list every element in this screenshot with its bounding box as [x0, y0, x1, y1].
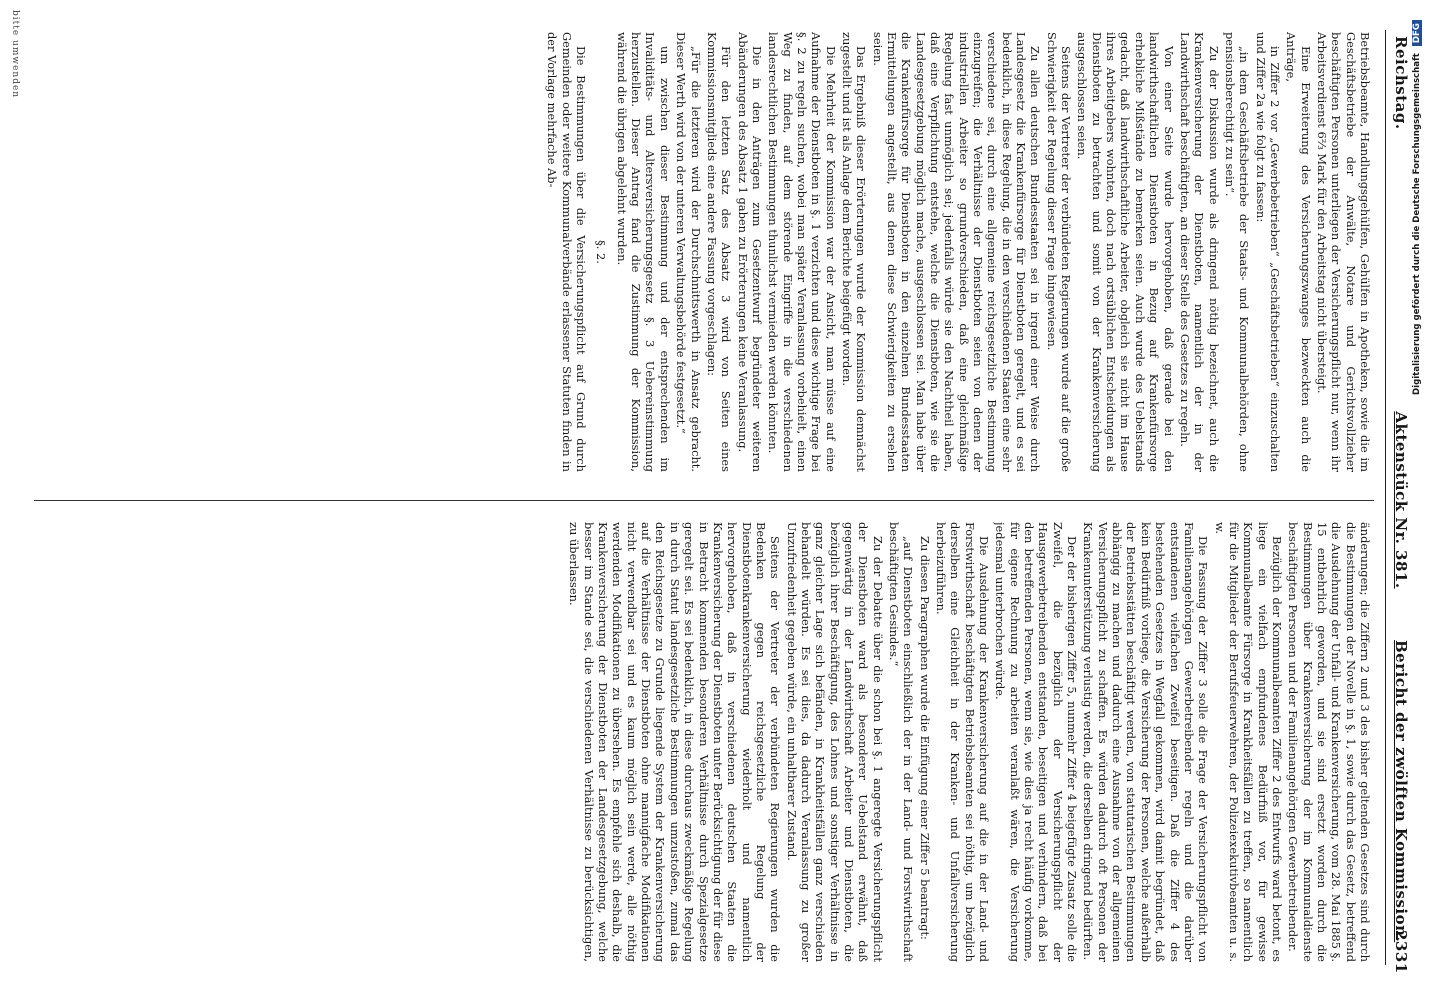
paragraph: Für den letzten Satz des Absatz 3 wird von Seiten eines Kommissionsmitglieds eine andere Fassung vorgeschlagen:: [704, 32, 734, 472]
paragraph: „auf Dienstboten einschließlich der in der Land- und Forstwirthschaft beschäftigten Gesindes.“: [887, 522, 916, 962]
header-reichstag: Reichstag.: [1392, 36, 1410, 130]
digitization-label: Digitalisierung gefördert durch die Deutsche Forschungsgemeinschaft: [1412, 53, 1422, 395]
paragraph: Von einer Seite wurde hervorgehoben, daß gerade bei den landwirthschaftlichen Dienstboten in Bezug auf Krankenfürsorge erhebliche Mißstände zu bemerken seien. Auch wurde des Uebelstands gedacht, daß landwirthschaftliche Arbeiter, obgleich sie nicht im Hause ihres Arbeitgebers wohnten, doch nach ortsüblichen Entscheidungen als Dienstboten zu betrachten und somit von der Krankenversicherung ausgeschlossen seien.: [1075, 32, 1176, 472]
paragraph: Die Fassung der Ziffer 3 solle die Frage der Versicherungspflicht von Familienangehörigen Gewerbetreibender regeln und die darüber entstandenen vielfachen Zweifel beseitigen. Daß die Ziffer 4 des bestehenden Gesetzes in Wegfall gekommen, wird damit begründet, daß kein Bedürfniß vorliege, die Versicherung der Personen, welche außerhalb der Betriebsstätten beschäftigt werden, von statutarischen Bestimmungen abhängig zu machen und dadurch eine Ausnahme von der allgemeinen Versicherungspflicht zu schaffen. Es würden dadurch oft Personen der Krankenunterstützung verlustig werden, die derselben dringend bedürften.: [1081, 522, 1211, 962]
paragraph: Die Mehrheit der Kommission war der Ansicht, man müsse auf eine Aufnahme der Dienstboten in §. 1 verzichten und diese wichtige Frage bei §. 2 zu regeln suchen, wobei man später Veranlassung vorbehielt, einen Weg zu finden, auf dem störende Eingriffe in die verschiedenen landesrechtlichen Bestimmungen thunlichst vermieden werden könnten.: [766, 32, 838, 472]
right-column: [32, 522, 1372, 962]
paragraph: um zwischen dieser Bestimmung und der entsprechenden im Invaliditäts- und Altersversicherungsgesetz §. 3 Uebereinstimmung herzustellen. Dieser Antrag fand die Zustimmung der Kommission, während die übrigen abgelehnt wurden.: [614, 32, 672, 472]
margin-note: bitte umwenden: [10, 10, 20, 99]
paragraph: Bezüglich der Kommunalbeamten Ziffer 2 des Entwurfs ward betont, es liege ein vielfach empfundenes Bedürfniß vor, für gewisse Kommunalbeamte Fürsorge in Krankheitsfällen zu treffen, so namentlich für die Mitglieder der Berufsfeuerwehren, der Polizeiexekutivbeamten u. s. w.: [1212, 522, 1284, 962]
header-aktenstueck: Aktenstück Nr. 381.: [1392, 411, 1410, 589]
paragraph: Das Ergebniß dieser Erörterungen wurde der Kommission demnächst zugestellt und ist als Anlage dem Berichte beigefügt worden.: [839, 32, 869, 472]
column-divider: [34, 500, 1374, 501]
paragraph: Zu diesen Paragraphen wurde die Einfügung einer Ziffer 5 beantragt:: [917, 536, 932, 940]
paragraph: „in dem Geschäftsbetriebe der Staats- und Kommunalbehörden, ohne pensionsberechtigt zu sein“.: [1222, 32, 1252, 472]
header-bericht: Bericht der zwölften Kommission.: [1392, 640, 1410, 943]
paragraph: in Ziffer 2 vor „Gewerbebetrieben“ „Geschäftsbetrieben“ einzuschalten und Ziffer 2a wie folgt zu fassen:: [1253, 32, 1282, 472]
paragraph: Zu der Diskussion wurde als dringend nöthig bezeichnet, auch die Krankenversicherung der Dienstboten, namentlich der in der Landwirthschaft beschäftigten, an dieser Stelle des Gesetzes zu regeln.: [1177, 32, 1221, 472]
header-rule: [1385, 30, 1386, 965]
paragraph: Die Bestimmungen über die Versicherungspflicht auf Grund durch Gemeinden oder weitere Kommunalverbände erlassener Statuten finden in der Vorlage mehrfache Ab-: [545, 32, 589, 472]
paragraph: Die in den Anträgen zum Gesetzentwurf begründeter weiteren Abänderungen des Absatz 1 gaben zu Erörterungen keine Veranlassung.: [735, 32, 764, 472]
paragraph: Seitens der Vertreter der verbündeten Regierungen wurde auf die große Schwierigkeit der Regelung dieser Frage hingewiesen.: [1044, 32, 1074, 472]
paragraph: Zu der Debatte über die schon bei §. 1 angeregte Versicherungspflicht der Dienstboten ward als besonderer Uebelstand erwähnt, daß gegenwärtig in der Landwirthschaft Arbeiter und Dienstboten, die bezüglich ihrer Beschäftigung, des Lohnes und sonstiger Verhältnisse in ganz gleicher Lage sich befänden, in Krankheitsfällen ganz verschieden behandelt würden. Es sei dies, da dadurch Veranlassung zu großer Unzufriedenheit gegeben würde, ein unhaltbarer Zustand.: [784, 522, 885, 962]
paragraph: Zu allen deutschen Bundesstaaten sei in irgend einer Weise durch Landesgesetz die Krankenfürsorge für Dienstboten geregelt, und es sei bedenklich, in diese Regelung, die in den verschiedenen Staaten eine sehr verschiedene sei, durch eine allgemeine reichsgesetzliche Bestimmung einzugreifen; die Verhältnisse der Dienstboten seien von denen der industriellen Arbeiter so grundverschieden, daß eine gleichmäßige Regelung fast unmöglich sei; jedenfalls würde sie den Nachtheil haben, daß eine Verpflichtung entstehe, welche die Dienstboten, wie sie die Landesgesetzgebung möglich mache, ausgeschlossen sei. Man habe über die Krankenfürsorge für Dienstboten in den einzelnen Bundesstaaten Ermittelungen angestellt, aus denen diese Schwierigkeiten zu ersehen seien.: [870, 32, 1043, 472]
dfg-logo: DFG: [1412, 20, 1422, 46]
paragraph: Eine Erweiterung des Versicherungszwanges bezweckten auch die Anträge,: [1284, 32, 1313, 472]
page-number: 2331: [1392, 930, 1410, 974]
paragraph: Seitens der Vertreter der verbündeten Regierungen wurden die Bedenken gegen reichsgesetzliche Regelung der Dienstbotenkrankenversicherung wiederholt und namentlich hervorgehoben, daß in verschiedenen deutschen Staaten die Krankenversicherung der Dienstboten unter Berücksichtigung der für diese in Betracht kommenden besonderen Verhältnisse durch Spezialgesetze geregelt sei. Es sei bedenklich, in diese durchaus zweckmäßige Regelung in durch Statut landesgesetzliche Bestimmungen umzustoßen, zumal das den Reichsgesetze zu Grunde liegende System der Krankenversicherung auf die Verhältnisse der Dienstboten ohne mannigfache Modifikationen nicht verwendbar sei und es kaum möglich sein werde, alle nöthig werdenden Modifikationen zu übersehen. Es empfehle sich deshalb, die Krankenversicherung der Dienstboten der Landesgesetzgebung, welche besser im Stande sei, die verschiedenen Verhältnisse zu berücksichtigen, zu überlassen.: [567, 522, 783, 962]
paragraph: „Für die letzteren wird der Durchschnittswerth in Ansatz gebracht. Dieser Werth wird von der unteren Verwaltungsbehörde festgesetzt.“: [674, 32, 703, 472]
paragraph: Der der bisherigen Ziffer 5, nunmehr Ziffer 4 beigefügte Zusatz solle die Zweifel, die bezüglich der Versicherungspflicht der Hausgewerbetreibenden entstanden, beseitigen und verhindern, daß bei den betreffenden Personen, wenn sie, wie dies ja recht häufig vorkomme, für eigene Rechnung zu arbeiten veranlaßt wären, die Versicherung jedesmal unterbrochen würde.: [993, 522, 1080, 962]
left-column: [32, 32, 1372, 472]
paragraph: änderungen; die Ziffern 2 und 3 des bisher geltenden Gesetzes sind durch die Bestimmungen der Novelle in §. 1, sowie durch das Gesetz, betreffend die Ausdehnung der Unfall- und Krankenversicherung, vom 28. Mai 1885 §. 15 entbehrlich geworden, und sie sind ersetzt worden durch die Bestimmungen über Krankenversicherung der im Kommunaldienste beschäftigten Personen und der Familienangehörigen Gewerbetreibender.: [1286, 522, 1372, 962]
paragraph: Die Ausdehnung der Krankenversicherung auf die in der Land- und Forstwirthschaft beschäftigten Betriebsbeamten sei nöthig, um bezüglich derselben eine Gleichheit in der Kranken- und Unfallversicherung herbeizuführen.: [934, 522, 992, 962]
paragraph: Betriebsbeamte, Handlungsgehülfen, Gehülfen in Apotheken, sowie die im Geschäftsbetriebe der Anwälte, Notare und Gerichtsvollzieher beschäftigten Personen unterliegen der Versicherungspflicht nur, wenn ihr Arbeitsverdienst 6⅔ Mark für den Arbeitstag nicht übersteigt.: [1314, 32, 1372, 472]
section-heading: §. 2.: [594, 240, 609, 264]
